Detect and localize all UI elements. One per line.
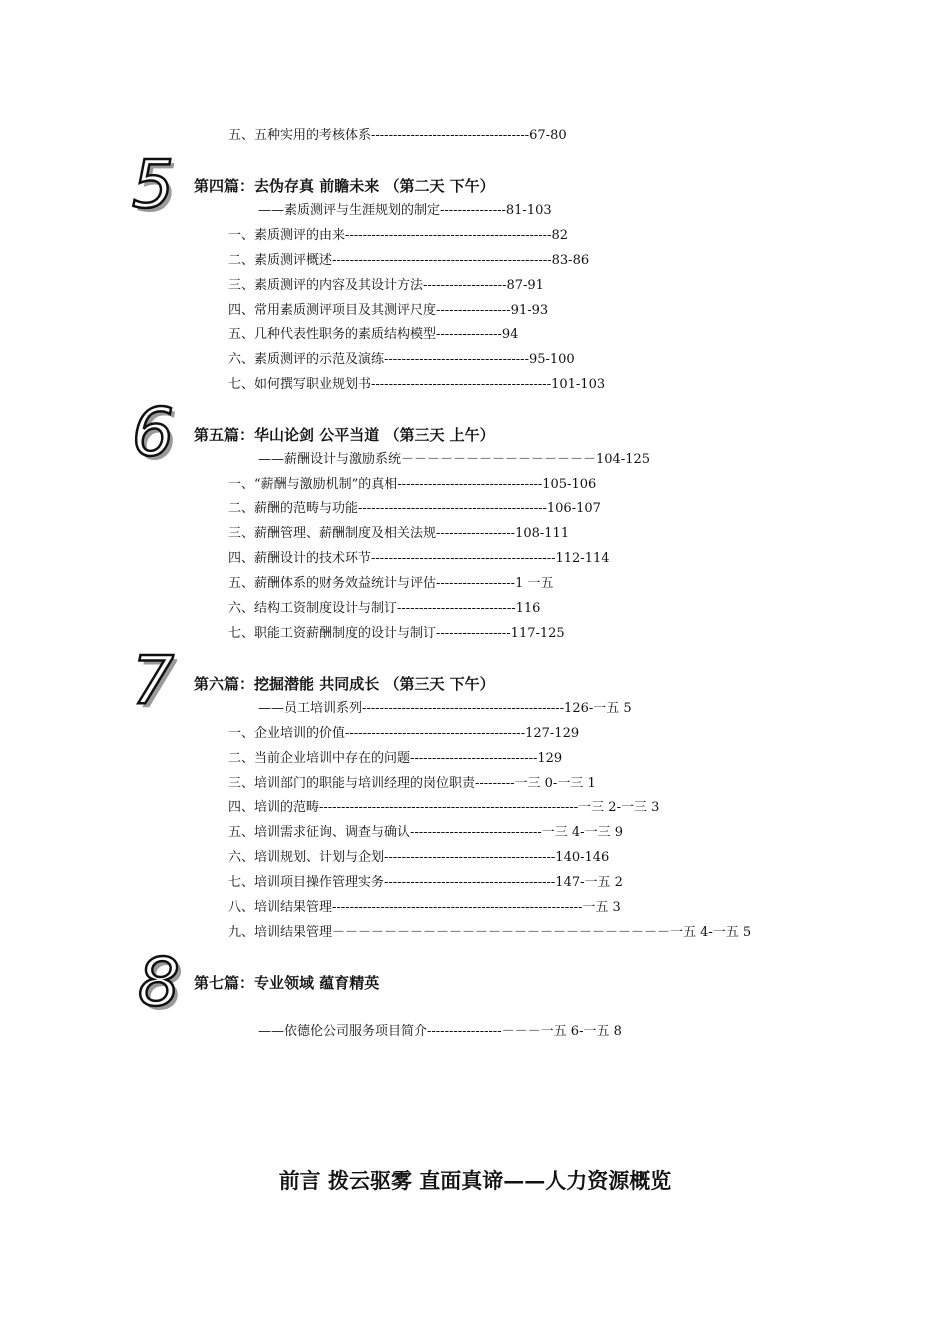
- section-number-5: 5: [132, 146, 174, 223]
- toc-item: 二、素质测评概述--------------------------------------------------83-86: [228, 253, 590, 268]
- foreword-title: 前言 拨云驱雾 直面真谛——人力资源概览: [278, 1168, 672, 1193]
- toc-item: 五、几种代表性职务的素质结构模型---------------94: [228, 327, 519, 342]
- toc-item: 三、薪酬管理、薪酬制度及相关法规------------------108-111: [228, 526, 570, 541]
- toc-item: 六、结构工资制度设计与制订---------------------------116: [228, 601, 541, 616]
- section-number-6: 6: [132, 394, 174, 471]
- toc-item: 七、如何撰写职业规划书-----------------------------------------101-103: [228, 377, 606, 392]
- toc-item: 一、“薪酬与激励机制”的真相---------------------------------105-106: [228, 477, 597, 492]
- section-title-8: 第七篇：专业领域 蕴育精英: [194, 974, 380, 992]
- toc-item: 二、当前企业培训中存在的问题-----------------------------129: [228, 751, 563, 766]
- toc-item-top: 五、五种实用的考核体系------------------------------------67-80: [228, 128, 567, 143]
- section-title-7: 第六篇：挖掘潜能 共同成长 （第三天 下午）: [194, 675, 495, 693]
- section-subtitle-7: ——员工培训系列----------------------------------------------126-一五 5: [258, 701, 632, 716]
- toc-item: 六、培训规划、计划与企划---------------------------------------140-146: [228, 850, 610, 865]
- toc-item: 一、素质测评的由来-----------------------------------------------82: [228, 228, 568, 243]
- section-subtitle-6: ——薪酬设计与激励系统－－－－－－－－－－－－－－－104-125: [258, 452, 651, 467]
- toc-item: 八、培训结果管理---------------------------------------------------------一五 3: [228, 900, 621, 915]
- toc-item: 三、培训部门的职能与培训经理的岗位职责---------一三 0-一三 1: [228, 776, 596, 791]
- section-subtitle-8: ——依德伦公司服务项目简介-----------------－－－一五 6-一五 8: [258, 1024, 622, 1039]
- toc-item: 九、培训结果管理－－－－－－－－－－－－－－－－－－－－－－－－－－一五 4-一五 5: [228, 925, 752, 940]
- toc-item: 七、职能工资薪酬制度的设计与制订-----------------117-125: [228, 626, 565, 641]
- section-subtitle-5: ——素质测评与生涯规划的制定---------------81-103: [258, 203, 552, 218]
- toc-item: 二、薪酬的范畴与功能-------------------------------------------106-107: [228, 501, 601, 516]
- toc-item: 三、素质测评的内容及其设计方法-------------------87-91: [228, 278, 544, 293]
- toc-item: 五、薪酬体系的财务效益统计与评估------------------1 一五: [228, 576, 554, 591]
- toc-item: 四、薪酬设计的技术环节------------------------------------------112-114: [228, 551, 610, 566]
- toc-item: 七、培训项目操作管理实务---------------------------------------147-一五 2: [228, 875, 623, 890]
- section-number-8: 8: [138, 944, 180, 1021]
- section-title-6: 第五篇：华山论剑 公平当道 （第三天 上午）: [194, 426, 495, 444]
- section-title-5: 第四篇：去伪存真 前瞻未来 （第二天 下午）: [194, 177, 495, 195]
- toc-item: 一、企业培训的价值-----------------------------------------127-129: [228, 726, 580, 741]
- toc-item: 五、培训需求征询、调查与确认------------------------------一三 4-一三 9: [228, 825, 623, 840]
- toc-item: 四、常用素质测评项目及其测评尺度-----------------91-93: [228, 303, 549, 318]
- toc-item: 四、培训的范畴-----------------------------------------------------------一三 2-一三 3: [228, 800, 660, 815]
- toc-item: 六、素质测评的示范及演练---------------------------------95-100: [228, 352, 575, 367]
- section-number-7: 7: [132, 642, 174, 719]
